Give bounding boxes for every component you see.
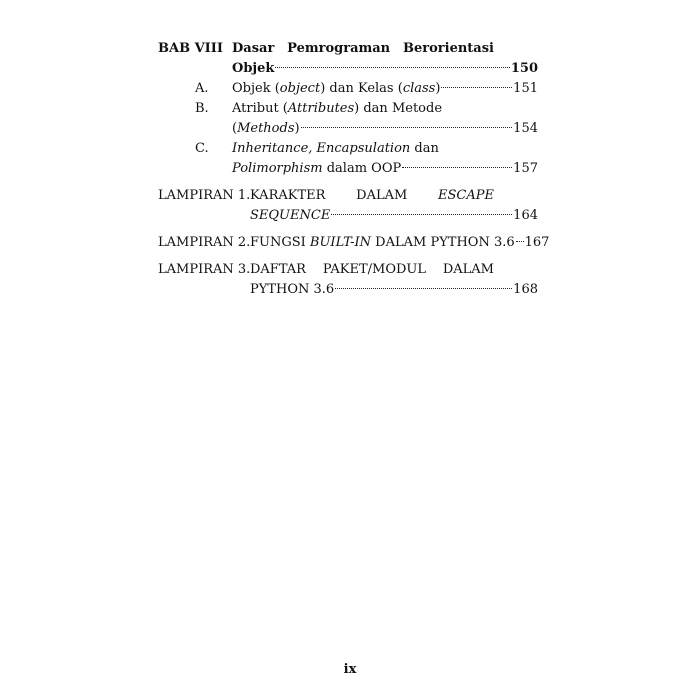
section-letter: A. — [195, 81, 209, 96]
appendix-title-word: DALAM — [442, 262, 494, 277]
chapter-title — [232, 40, 494, 58]
entry-text: Atribut (Attributes) dan Metode — [232, 101, 443, 116]
dot-leader — [441, 87, 512, 88]
dot-leader — [331, 214, 512, 215]
chapter-title-word: Pemrograman — [287, 41, 391, 56]
entry-text: FUNGSI BUILT-IN DALAM PYTHON 3.6 — [250, 235, 515, 250]
entry-text: (Methods) — [232, 121, 300, 136]
dot-leader — [301, 127, 513, 128]
appendix-title-word: DAFTAR — [250, 262, 306, 277]
page-ref: 167 — [524, 235, 550, 250]
page-ref: 151 — [513, 81, 538, 96]
toc-entry-lampiran-2 — [250, 234, 550, 252]
page-ref: 168 — [513, 282, 538, 297]
dot-leader — [516, 241, 524, 242]
entry-text: Polimorphism dalam OOP — [232, 161, 402, 176]
appendix-label: LAMPIRAN 2. — [158, 235, 251, 250]
entry-text: SEQUENCE — [250, 208, 331, 223]
page-ref: 164 — [513, 208, 538, 223]
page-ref: 150 — [510, 61, 538, 76]
appendix-title-word: ESCAPE — [438, 188, 494, 203]
appendix-title — [250, 261, 494, 279]
appendix-title-word: DALAM — [356, 188, 408, 203]
toc-entry-lampiran-3 — [250, 281, 538, 299]
appendix-title-word: KARAKTER — [250, 188, 326, 203]
section-letter: C. — [195, 141, 209, 156]
appendix-title-word: PAKET/MODUL — [322, 262, 426, 277]
chapter-title-word: Dasar — [232, 41, 275, 56]
chapter-title-cont: Objek — [232, 61, 275, 76]
chapter-title-word: Berorientasi — [403, 41, 494, 56]
chapter-title-continuation — [232, 60, 538, 78]
dot-leader — [402, 167, 512, 168]
toc-entry-c — [232, 160, 538, 178]
toc-entry-b — [232, 120, 538, 138]
appendix-label: LAMPIRAN 1. — [158, 188, 251, 203]
dot-leader — [335, 288, 512, 289]
entry-text: Objek (object) dan Kelas (class) — [232, 81, 441, 96]
entry-text: Inheritance, Encapsulation dan — [232, 141, 439, 156]
section-letter: B. — [195, 101, 209, 116]
page-ref: 154 — [513, 121, 538, 136]
page-number: ix — [343, 662, 357, 677]
toc-entry-lampiran-1 — [250, 207, 538, 225]
appendix-title — [250, 187, 494, 205]
chapter-label: BAB VIII — [158, 41, 223, 56]
dot-leader — [275, 67, 509, 68]
page-ref: 157 — [513, 161, 538, 176]
toc-entry-a — [232, 80, 538, 98]
entry-text: PYTHON 3.6 — [250, 282, 335, 297]
appendix-label: LAMPIRAN 3. — [158, 262, 251, 277]
